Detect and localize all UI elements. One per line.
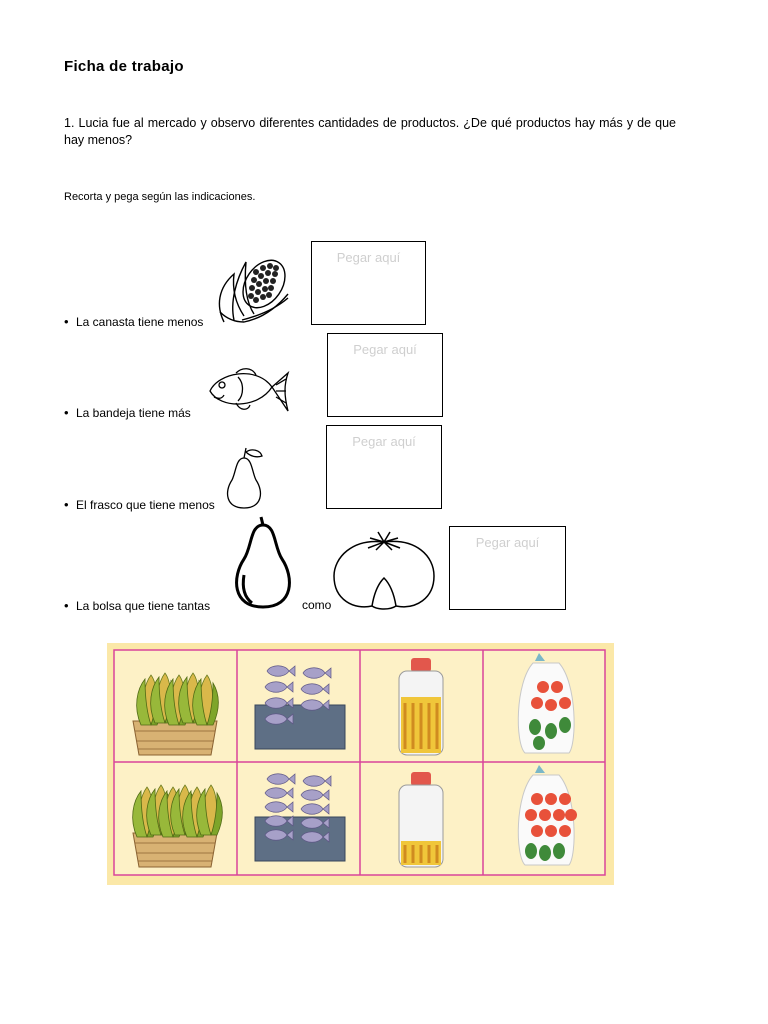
paste-box-3 xyxy=(326,425,442,509)
instruction-text: Recorta y pega según las indicaciones. xyxy=(64,191,256,203)
corn-basket-icon xyxy=(133,785,223,867)
corn-basket-icon xyxy=(133,673,218,755)
pear-icon xyxy=(220,446,268,510)
paste-box-1 xyxy=(311,241,426,325)
jar-icon xyxy=(399,772,443,867)
fish-icon xyxy=(206,365,292,415)
item-4-text: • La bolsa que tiene tantas xyxy=(64,598,210,613)
paste-label-4: Pegar aquí xyxy=(475,535,540,550)
corn-icon xyxy=(214,254,290,326)
item-1-text: • La canasta tiene menos xyxy=(64,314,203,329)
page-title: Ficha de trabajo xyxy=(64,58,184,75)
paste-box-4 xyxy=(449,526,566,610)
item-2-text: • La bandeja tiene más xyxy=(64,405,191,420)
question-text: 1. Lucia fue al mercado y observo diferentes cantidades de productos. ¿De qué productos hay más y de que hay menos? xyxy=(64,116,676,147)
item-4-text-como: como xyxy=(302,598,332,612)
jar-icon xyxy=(399,658,443,755)
paste-label-1: Pegar aquí xyxy=(336,250,401,265)
paste-label-3: Pegar aquí xyxy=(352,434,416,449)
picture-grid xyxy=(107,643,614,885)
tomato-icon xyxy=(332,528,436,612)
paste-box-2 xyxy=(327,333,443,417)
paste-label-2: Pegar aquí xyxy=(353,342,417,357)
item-3-text: • El frasco que tiene menos xyxy=(64,497,215,512)
pear-icon xyxy=(228,515,298,611)
